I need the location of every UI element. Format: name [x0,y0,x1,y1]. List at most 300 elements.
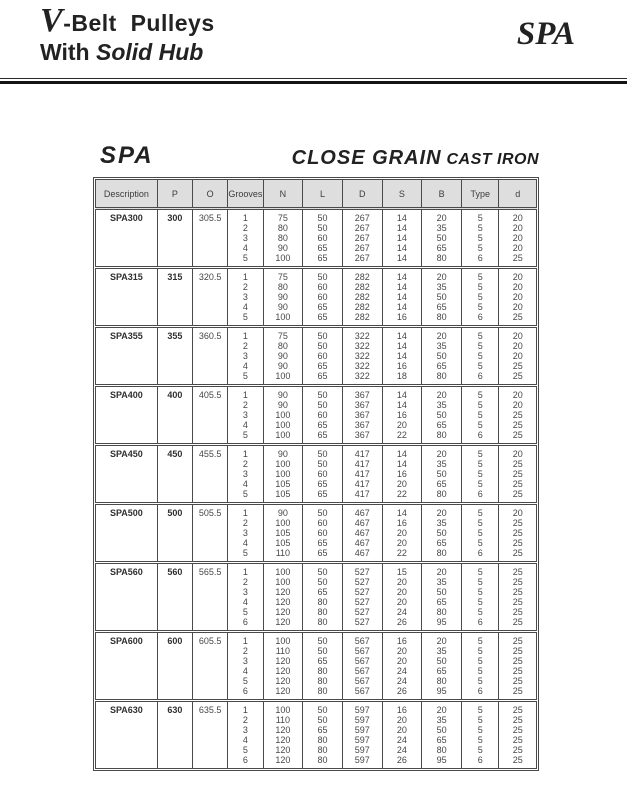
page-title-v: V [40,2,64,39]
value-cell: 20 [499,341,537,351]
value-cell: 20 [382,538,422,548]
value-cell: 95 [422,617,462,632]
value-cell: 1 [228,327,263,342]
value-cell: 35 [422,223,462,233]
column-header-o: O [193,180,228,209]
value-cell: 65 [422,666,462,676]
value-cell: 50 [303,400,343,410]
value-cell: 65 [422,361,462,371]
value-cell: 80 [422,371,462,386]
value-cell: 50 [303,632,343,647]
value-cell: 3 [228,469,263,479]
value-cell: 322 [342,371,382,386]
value-cell: 6 [228,755,263,769]
value-cell: 5 [461,410,498,420]
value-cell: 5 [461,597,498,607]
value-cell: 60 [303,233,343,243]
value-cell: 5 [461,223,498,233]
value-cell: 90 [263,292,303,302]
table-row [96,445,537,460]
o-value-cell: 635.5 [193,701,228,769]
material-title-bold: CLOSE GRAIN [291,147,442,169]
value-cell: 50 [422,292,462,302]
value-cell: 25 [499,479,537,489]
value-cell: 5 [461,459,498,469]
o-value-cell: 565.5 [193,563,228,632]
value-cell: 120 [263,666,303,676]
value-cell: 5 [228,253,263,268]
value-cell: 527 [342,563,382,578]
description-cell: SPA600 [109,636,143,646]
value-cell: 2 [228,577,263,587]
value-cell: 3 [228,587,263,597]
value-cell: 80 [303,676,343,686]
value-cell: 322 [342,351,382,361]
value-cell: 25 [499,607,537,617]
value-cell: 20 [382,479,422,489]
value-cell: 100 [263,701,303,716]
description-cell: SPA300 [109,213,143,223]
value-cell: 65 [303,302,343,312]
value-cell: 367 [342,420,382,430]
value-cell: 20 [382,656,422,666]
value-cell: 25 [499,459,537,469]
value-cell: 65 [422,597,462,607]
value-cell: 567 [342,666,382,676]
value-cell: 120 [263,686,303,701]
value-cell: 5 [461,538,498,548]
value-cell: 1 [228,268,263,283]
value-cell: 5 [461,282,498,292]
value-cell: 22 [382,430,422,445]
value-cell: 527 [342,607,382,617]
value-cell: 14 [382,351,422,361]
value-cell: 5 [461,701,498,716]
value-cell: 14 [382,268,422,283]
value-cell: 3 [228,410,263,420]
value-cell: 5 [461,445,498,460]
column-header-type: Type [461,180,498,209]
value-cell: 14 [382,233,422,243]
value-cell: 50 [303,341,343,351]
column-header-s: S [382,180,422,209]
value-cell: 20 [499,445,537,460]
value-cell: 2 [228,282,263,292]
value-cell: 80 [303,607,343,617]
value-cell: 105 [263,538,303,548]
value-cell: 267 [342,253,382,268]
value-cell: 2 [228,646,263,656]
column-header-l: L [303,180,343,209]
value-cell: 75 [263,209,303,224]
value-cell: 14 [382,459,422,469]
value-cell: 20 [382,715,422,725]
value-cell: 5 [461,587,498,597]
value-cell: 50 [422,725,462,735]
value-cell: 5 [461,327,498,342]
value-cell: 467 [342,504,382,519]
value-cell: 282 [342,282,382,292]
value-cell: 5 [228,745,263,755]
value-cell: 35 [422,715,462,725]
value-cell: 120 [263,607,303,617]
table-group-spa500 [96,504,537,563]
value-cell: 100 [263,563,303,578]
value-cell: 14 [382,302,422,312]
value-cell: 467 [342,538,382,548]
value-cell: 110 [263,715,303,725]
value-cell: 3 [228,351,263,361]
value-cell: 16 [382,312,422,327]
value-cell: 267 [342,223,382,233]
column-header-d: D [342,180,382,209]
value-cell: 100 [263,430,303,445]
value-cell: 80 [422,745,462,755]
value-cell: 120 [263,735,303,745]
o-value-cell: 320.5 [193,268,228,327]
table-group-spa400 [96,386,537,445]
value-cell: 5 [461,302,498,312]
value-cell: 120 [263,755,303,769]
o-value-cell: 605.5 [193,632,228,701]
spec-table [95,179,537,769]
value-cell: 5 [461,715,498,725]
value-cell: 567 [342,686,382,701]
value-cell: 65 [303,243,343,253]
value-cell: 467 [342,518,382,528]
p-value-cell: 600 [157,632,192,701]
value-cell: 60 [303,282,343,292]
value-cell: 20 [499,282,537,292]
o-value-cell: 360.5 [193,327,228,386]
value-cell: 20 [422,701,462,716]
value-cell: 26 [382,617,422,632]
value-cell: 105 [263,479,303,489]
value-cell: 100 [263,469,303,479]
value-cell: 65 [303,253,343,268]
value-cell: 567 [342,646,382,656]
value-cell: 5 [461,420,498,430]
value-cell: 527 [342,577,382,587]
value-cell: 60 [303,518,343,528]
value-cell: 3 [228,725,263,735]
value-cell: 5 [461,386,498,401]
value-cell: 50 [303,386,343,401]
description-cell: SPA315 [109,272,143,282]
value-cell: 5 [461,292,498,302]
value-cell: 24 [382,607,422,617]
value-cell: 90 [263,386,303,401]
table-group-spa450 [96,445,537,504]
description-cell: SPA355 [109,331,143,341]
value-cell: 3 [228,656,263,666]
value-cell: 100 [263,632,303,647]
value-cell: 1 [228,563,263,578]
value-cell: 120 [263,617,303,632]
value-cell: 35 [422,577,462,587]
p-value-cell: 400 [157,386,192,445]
value-cell: 5 [461,504,498,519]
value-cell: 20 [499,223,537,233]
table-header-row [96,180,537,209]
value-cell: 20 [422,632,462,647]
value-cell: 25 [499,253,537,268]
value-cell: 100 [263,459,303,469]
value-cell: 80 [263,282,303,292]
value-cell: 14 [382,386,422,401]
value-cell: 60 [303,351,343,361]
value-cell: 4 [228,361,263,371]
value-cell: 16 [382,632,422,647]
value-cell: 25 [499,548,537,563]
value-cell: 100 [263,371,303,386]
value-cell: 80 [303,666,343,676]
value-cell: 65 [422,538,462,548]
value-cell: 4 [228,597,263,607]
p-value-cell: 560 [157,563,192,632]
value-cell: 322 [342,361,382,371]
value-cell: 2 [228,459,263,469]
value-cell: 35 [422,341,462,351]
value-cell: 597 [342,725,382,735]
value-cell: 22 [382,489,422,504]
value-cell: 22 [382,548,422,563]
value-cell: 95 [422,755,462,769]
value-cell: 14 [382,504,422,519]
description-cell: SPA560 [109,567,143,577]
value-cell: 65 [303,587,343,597]
value-cell: 120 [263,676,303,686]
value-cell: 1 [228,445,263,460]
table-group-spa315 [96,268,537,327]
value-cell: 105 [263,528,303,538]
value-cell: 120 [263,597,303,607]
value-cell: 80 [422,607,462,617]
value-cell: 50 [303,459,343,469]
value-cell: 110 [263,548,303,563]
value-cell: 95 [422,686,462,701]
header-divider-thick-line [0,81,627,84]
value-cell: 20 [499,386,537,401]
value-cell: 20 [499,327,537,342]
value-cell: 20 [382,577,422,587]
value-cell: 20 [422,268,462,283]
value-cell: 100 [263,420,303,430]
value-cell: 4 [228,479,263,489]
value-cell: 1 [228,209,263,224]
value-cell: 527 [342,617,382,632]
value-cell: 80 [303,735,343,745]
value-cell: 417 [342,445,382,460]
value-cell: 80 [422,676,462,686]
value-cell: 65 [303,430,343,445]
value-cell: 2 [228,341,263,351]
o-value-cell: 305.5 [193,209,228,268]
value-cell: 25 [499,666,537,676]
value-cell: 14 [382,327,422,342]
value-cell: 50 [422,528,462,538]
page-subtitle-italic: Solid Hub [96,39,204,65]
value-cell: 65 [303,656,343,666]
value-cell: 597 [342,715,382,725]
value-cell: 80 [303,745,343,755]
value-cell: 65 [303,548,343,563]
value-cell: 26 [382,755,422,769]
value-cell: 90 [263,351,303,361]
value-cell: 282 [342,268,382,283]
value-cell: 417 [342,489,382,504]
material-title-rest: CAST IRON [441,151,539,168]
value-cell: 65 [422,302,462,312]
value-cell: 80 [422,548,462,563]
header-divider [0,78,627,84]
value-cell: 267 [342,233,382,243]
value-cell: 6 [461,312,498,327]
description-cell: SPA450 [109,449,143,459]
p-value-cell: 300 [157,209,192,268]
value-cell: 25 [499,701,537,716]
value-cell: 6 [461,617,498,632]
value-cell: 25 [499,469,537,479]
value-cell: 4 [228,735,263,745]
value-cell: 417 [342,479,382,489]
value-cell: 25 [499,656,537,666]
value-cell: 467 [342,528,382,538]
table-group-spa630 [96,701,537,769]
table-row [96,504,537,519]
value-cell: 100 [263,410,303,420]
page-title-rest: -Belt Pulleys [63,10,215,36]
value-cell: 20 [499,233,537,243]
table-row [96,386,537,401]
value-cell: 5 [461,745,498,755]
value-cell: 20 [499,400,537,410]
value-cell: 25 [499,725,537,735]
value-cell: 24 [382,666,422,676]
value-cell: 3 [228,233,263,243]
value-cell: 25 [499,755,537,769]
value-cell: 367 [342,386,382,401]
value-cell: 75 [263,327,303,342]
value-cell: 20 [499,209,537,224]
value-cell: 50 [303,701,343,716]
value-cell: 5 [461,361,498,371]
value-cell: 5 [461,563,498,578]
value-cell: 5 [461,632,498,647]
value-cell: 90 [263,445,303,460]
value-cell: 24 [382,676,422,686]
catalog-sheet [93,142,539,771]
value-cell: 120 [263,587,303,597]
p-value-cell: 630 [157,701,192,769]
value-cell: 65 [422,243,462,253]
value-cell: 110 [263,646,303,656]
value-cell: 16 [382,701,422,716]
value-cell: 567 [342,656,382,666]
value-cell: 105 [263,489,303,504]
value-cell: 50 [422,233,462,243]
value-cell: 20 [382,646,422,656]
value-cell: 60 [303,528,343,538]
value-cell: 6 [461,430,498,445]
value-cell: 25 [499,312,537,327]
value-cell: 282 [342,292,382,302]
value-cell: 5 [228,489,263,504]
value-cell: 25 [499,563,537,578]
table-row [96,209,537,224]
value-cell: 5 [228,607,263,617]
value-cell: 20 [382,528,422,538]
value-cell: 14 [382,253,422,268]
value-cell: 2 [228,518,263,528]
value-cell: 60 [303,469,343,479]
value-cell: 25 [499,632,537,647]
value-cell: 6 [461,548,498,563]
value-cell: 65 [303,371,343,386]
o-value-cell: 505.5 [193,504,228,563]
value-cell: 50 [422,351,462,361]
value-cell: 5 [228,548,263,563]
value-cell: 100 [263,312,303,327]
value-cell: 367 [342,430,382,445]
description-cell: SPA500 [109,508,143,518]
value-cell: 25 [499,361,537,371]
value-cell: 267 [342,243,382,253]
value-cell: 367 [342,400,382,410]
value-cell: 6 [228,617,263,632]
value-cell: 5 [461,351,498,361]
value-cell: 3 [228,292,263,302]
section-header [93,142,539,170]
p-value-cell: 355 [157,327,192,386]
value-cell: 3 [228,528,263,538]
value-cell: 35 [422,282,462,292]
value-cell: 5 [461,479,498,489]
value-cell: 35 [422,646,462,656]
value-cell: 5 [461,518,498,528]
value-cell: 4 [228,302,263,312]
value-cell: 50 [422,587,462,597]
value-cell: 50 [303,504,343,519]
value-cell: 65 [303,479,343,489]
value-cell: 5 [228,371,263,386]
value-cell: 20 [382,420,422,430]
value-cell: 267 [342,209,382,224]
table-row [96,701,537,716]
value-cell: 14 [382,243,422,253]
column-header-n: N [263,180,303,209]
value-cell: 567 [342,632,382,647]
value-cell: 5 [461,243,498,253]
value-cell: 20 [499,302,537,312]
value-cell: 16 [382,361,422,371]
value-cell: 5 [461,646,498,656]
value-cell: 25 [499,735,537,745]
value-cell: 322 [342,327,382,342]
o-value-cell: 455.5 [193,445,228,504]
value-cell: 25 [499,410,537,420]
value-cell: 6 [461,371,498,386]
value-cell: 50 [303,327,343,342]
value-cell: 20 [499,268,537,283]
value-cell: 527 [342,587,382,597]
value-cell: 50 [303,577,343,587]
value-cell: 20 [382,725,422,735]
value-cell: 50 [303,563,343,578]
value-cell: 1 [228,701,263,716]
value-cell: 14 [382,292,422,302]
value-cell: 14 [382,282,422,292]
